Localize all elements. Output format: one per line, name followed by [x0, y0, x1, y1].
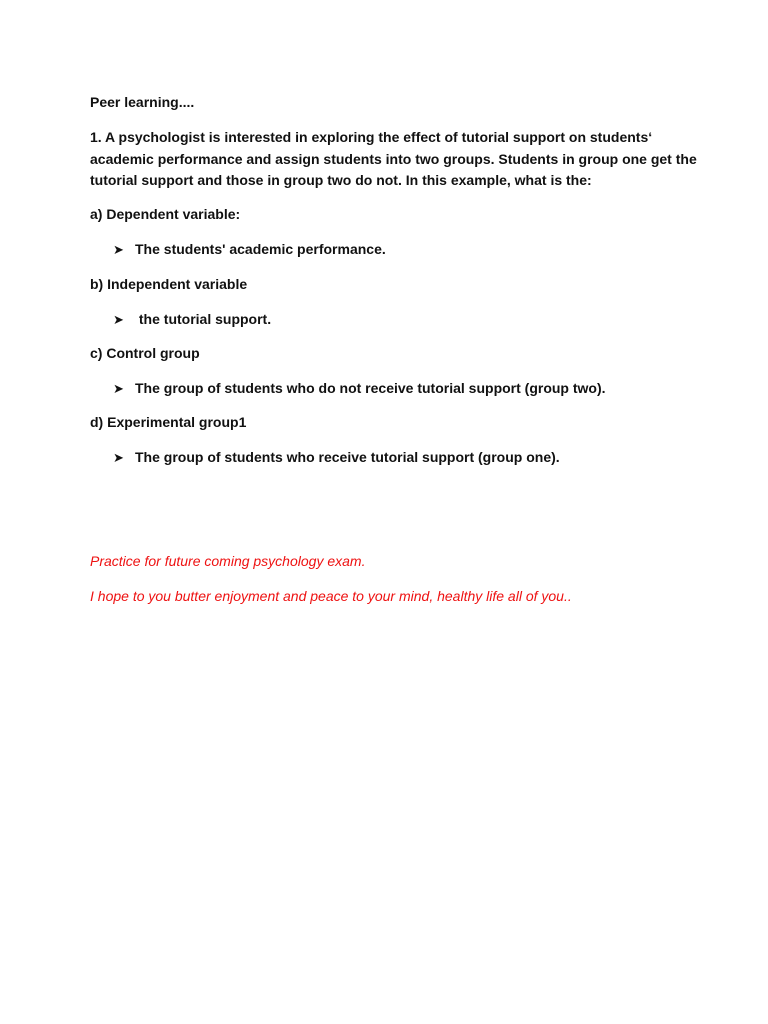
arrow-bullet-icon: ➤ [113, 381, 124, 396]
arrow-bullet-icon: ➤ [113, 312, 124, 327]
question-line-2: academic performance and assign students into two groups. Students in group one get the [90, 150, 697, 167]
part-c-label: c) Control group [90, 345, 200, 361]
footer-wishes-note: I hope to you butter enjoyment and peace to your mind, healthy life all of you.. [90, 588, 572, 604]
part-a-label: a) Dependent variable: [90, 206, 241, 222]
part-c-answer: The group of students who do not receive tutorial support (group two). [135, 380, 606, 396]
part-a-answer-row [113, 239, 386, 261]
footer-practice-note: Practice for future coming psychology exam. [90, 553, 366, 569]
arrow-bullet-icon: ➤ [113, 450, 124, 465]
part-b-answer-row [113, 309, 271, 331]
part-a-answer: The students' academic performance. [135, 241, 386, 257]
arrow-bullet-icon: ➤ [113, 242, 124, 257]
part-d-answer: The group of students who receive tutorial support (group one). [135, 449, 560, 465]
part-b-label: b) Independent variable [90, 276, 248, 292]
question-line-3: tutorial support and those in group two do not. In this example, what is the: [90, 172, 592, 188]
part-b-answer: the tutorial support. [135, 311, 272, 327]
document-title: Peer learning.... [90, 94, 195, 110]
part-d-label: d) Experimental group1 [90, 414, 247, 430]
part-d-answer-row [113, 447, 560, 469]
question-line-1: 1. A psychologist is interested in exploring the effect of tutorial support on students‘ [90, 129, 653, 145]
part-c-answer-row [113, 378, 606, 400]
